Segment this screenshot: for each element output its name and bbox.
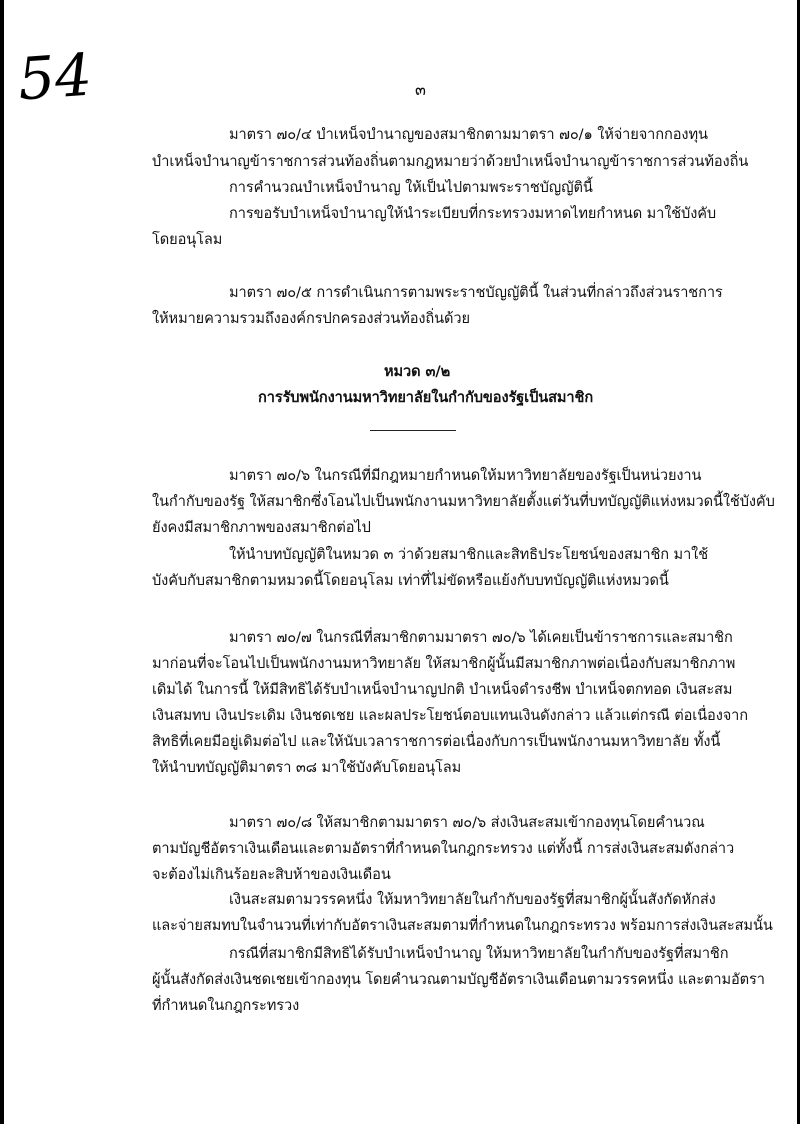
section-70-8-line-3: จะต้องไม่เกินร้อยละสิบห้าของเงินเดือน xyxy=(152,866,391,883)
section-70-6-line-2: ในกำกับของรัฐ ให้สมาชิกซึ่งโอนไปเป็นพนักงานมหาวิทยาลัยตั้งแต่วันที่บทบัญญัติแห่งหมวดนี้ใช้บังคับ xyxy=(152,493,775,510)
chapter-divider xyxy=(370,430,456,431)
section-70-4-line-1: มาตรา ๗๐/๔ บำเหน็จบำนาญของสมาชิกตามมาตรา ๗๐/๑ ให้จ่ายจากกองทุน xyxy=(229,126,708,143)
section-70-4-line-2: บำเหน็จบำนาญข้าราชการส่วนท้องถิ่นตามกฎหมายว่าด้วยบำเหน็จบำนาญข้าราชการส่วนท้องถิ่น xyxy=(152,153,749,170)
section-70-4-line-5: โดยอนุโลม xyxy=(152,231,223,248)
section-70-8-line-2: ตามบัญชีอัตราเงินเดือนและตามอัตราที่กำหนดในกฎกระทรวง แต่ทั้งนี้ การส่งเงินสะสมดังกล่าว xyxy=(152,840,735,857)
section-70-7-line-6: ให้นำบทบัญญัติมาตรา ๓๘ มาใช้บังคับโดยอนุโลม xyxy=(152,759,462,776)
section-70-8-line-1: มาตรา ๗๐/๘ ให้สมาชิกตามมาตรา ๗๐/๖ ส่งเงินสะสมเข้ากองทุนโดยคำนวณ xyxy=(229,814,705,831)
section-70-5-line-1: มาตรา ๗๐/๕ การดำเนินการตามพระราชบัญญัตินี้ ในส่วนที่กล่าวถึงส่วนราชการ xyxy=(229,284,723,301)
section-70-6-line-3: ยังคงมีสมาชิกภาพของสมาชิกต่อไป xyxy=(152,519,371,536)
section-70-4-line-4: การขอรับบำเหน็จบำนาญให้นำระเบียบที่กระทรวงมหาดไทยกำหนด มาใช้บังคับ xyxy=(229,205,717,222)
section-70-8-line-4: เงินสะสมตามวรรคหนึ่ง ให้มหาวิทยาลัยในกำกับของรัฐที่สมาชิกผู้นั้นสังกัดหักส่ง xyxy=(229,891,716,908)
section-70-5-line-2: ให้หมายความรวมถึงองค์กรปกครองส่วนท้องถิ่นด้วย xyxy=(152,310,470,327)
scan-edge-left xyxy=(0,0,4,1124)
section-70-8-line-7: ผู้นั้นสังกัดส่งเงินชดเชยเข้ากองทุน โดยคำนวณตามบัญชีอัตราเงินเดือนตามวรรคหนึ่ง และตามอัตรา xyxy=(152,971,765,988)
section-70-8-line-8: ที่กำหนดในกฎกระทรวง xyxy=(152,997,300,1014)
chapter-title: หมวด ๓/๒ xyxy=(384,363,451,380)
section-70-4-line-3: การคำนวณบำเหน็จบำนาญ ให้เป็นไปตามพระราชบัญญัตินี้ xyxy=(229,179,593,196)
page-number: ๓ xyxy=(415,80,426,99)
handwritten-annotation: 54 xyxy=(15,40,95,114)
section-70-6-line-5: บังคับกับสมาชิกตามหมวดนี้โดยอนุโลม เท่าที่ไม่ขัดหรือแย้งกับบทบัญญัติแห่งหมวดนี้ xyxy=(152,572,669,589)
section-70-6-line-1: มาตรา ๗๐/๖ ในกรณีที่มีกฎหมายกำหนดให้มหาวิทยาลัยของรัฐเป็นหน่วยงาน xyxy=(229,467,702,484)
section-70-8-line-6: กรณีที่สมาชิกมีสิทธิได้รับบำเหน็จบำนาญ ให้มหาวิทยาลัยในกำกับของรัฐที่สมาชิก xyxy=(229,945,729,962)
section-70-6-line-4: ให้นำบทบัญญัติในหมวด ๓ ว่าด้วยสมาชิกและสิทธิประโยชน์ของสมาชิก มาใช้ xyxy=(229,546,709,563)
section-70-7-line-2: มาก่อนที่จะโอนไปเป็นพนักงานมหาวิทยาลัย ให้สมาชิกผู้นั้นมีสมาชิกภาพต่อเนื่องกับสมาชิกภาพ xyxy=(152,655,736,672)
section-70-7-line-4: เงินสมทบ เงินประเดิม เงินชดเชย และผลประโยชน์ตอบแทนเงินดังกล่าว แล้วแต่กรณี ต่อเนื่องจาก xyxy=(152,707,749,724)
section-70-8-line-5: และจ่ายสมทบในจำนวนที่เท่ากับอัตราเงินสะสมตามที่กำหนดในกฎกระทรวง พร้อมการส่งเงินสะสมนั้น xyxy=(152,917,773,934)
section-70-7-line-5: สิทธิที่เคยมีอยู่เดิมต่อไป และให้นับเวลาราชการต่อเนื่องกับการเป็นพนักงานมหาวิทยาลัย ทั้งนี้ xyxy=(152,733,721,750)
chapter-subtitle: การรับพนักงานมหาวิทยาลัยในกำกับของรัฐเป็นสมาชิก xyxy=(258,389,594,406)
section-70-7-line-3: เดิมได้ ในการนี้ ให้มีสิทธิได้รับบำเหน็จบำนาญปกติ บำเหน็จดำรงชีพ บำเหน็จตกทอด เงินสะสม xyxy=(152,681,733,698)
section-70-7-line-1: มาตรา ๗๐/๗ ในกรณีที่สมาชิกตามมาตรา ๗๐/๖ ได้เคยเป็นข้าราชการและสมาชิก xyxy=(229,629,733,646)
